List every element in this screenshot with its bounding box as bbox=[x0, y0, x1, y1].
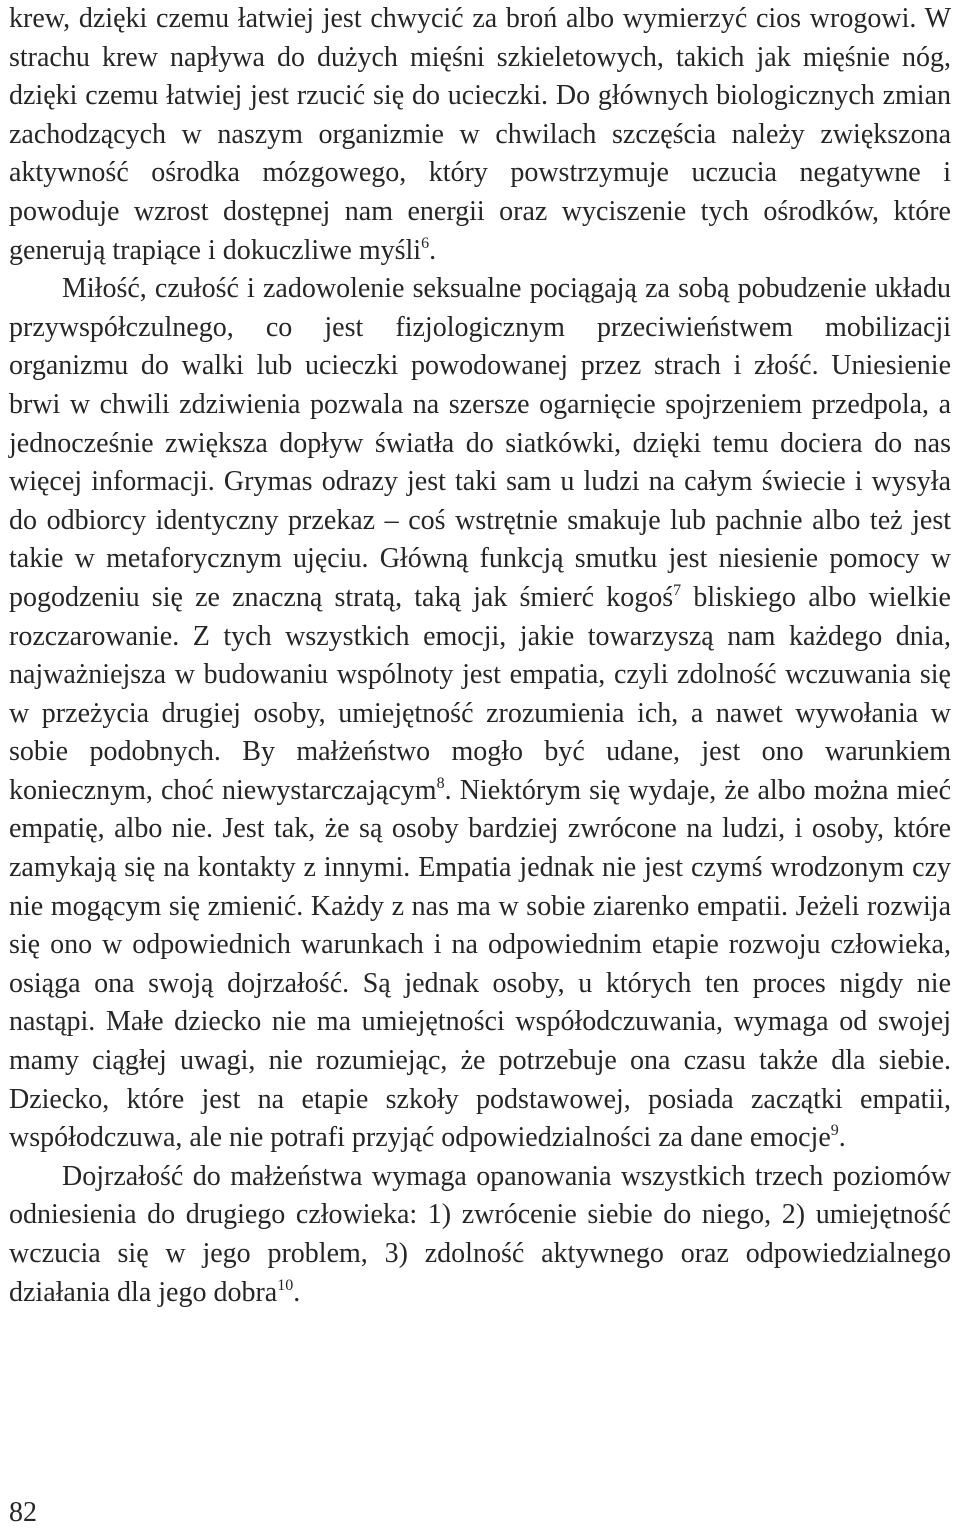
paragraph-text: Miłość, czułość i zadowolenie seksualne pociągają za sobą pobudzenie układu przywspółczulnego, co jest fizjologicznym przeciwieństwem mobilizacji organizmu do walki lub ucieczki powodowanej przez strach i złość. Uniesienie brwi w chwili zdziwienia pozwala na szersze ogarnięcie spojrzeniem przedpola, a jednocześnie zwiększa dopływ światła do siatkówki, dzięki temu dociera do nas więcej informacji. Grymas odrazy jest taki sam u ludzi na całym świecie i wysyła do odbiorcy identyczny przekaz – coś wstrętnie smakuje lub pachnie albo też jest takie w metaforycznym ujęciu. Główną funkcją smutku jest niesienie pomocy w pogodzeniu się ze znaczną stratą, taką jak śmierć kogoś bbox=[9, 273, 951, 613]
paragraph-2 bbox=[9, 270, 951, 1158]
page-number: 82 bbox=[9, 1497, 37, 1528]
paragraph-text: bliskiego albo wielkie rozczarowanie. Z tych wszystkich emocji, jakie towarzyszą nam każdego dnia, najważniejsza w budowaniu wspólnoty jest empatia, czyli zdolność wczuwania się w przeżycia drugiej osoby, umiejętność zrozumienia ich, a nawet wywołania w sobie podobnych. By małżeństwo mogło być udane, jest ono warunkiem koniecznym, choć niewystarczającym bbox=[9, 581, 951, 806]
footnote-ref-8[interactable]: 8 bbox=[436, 774, 445, 792]
paragraph-text: krew, dzięki czemu łatwiej jest chwycić za broń albo wymierzyć cios wrogowi. W strachu krew napływa do dużych mięśni szkieletowych, takich jak mięśnie nóg, dzięki czemu łatwiej jest rzucić się do ucieczki. Do głównych biologicznych zmian zachodzących w naszym organizmie w chwilach szczęścia należy zwiększona aktywność ośrodka mózgowego, który powstrzymuje uczucia negatywne i powoduje wzrost dostępnej nam energii oraz wyciszenie tych ośrodków, które generują trapiące i dokuczliwe myśli bbox=[9, 3, 951, 266]
paragraph-3 bbox=[9, 1158, 951, 1312]
paragraph-text: . bbox=[429, 234, 437, 266]
paragraph-text: . bbox=[838, 1122, 846, 1154]
paragraph-1 bbox=[9, 0, 951, 270]
footnote-ref-7[interactable]: 7 bbox=[673, 581, 682, 599]
paragraph-text: Dojrzałość do małżeństwa wymaga opanowania wszystkich trzech poziomów odniesienia do drugiego człowieka: 1) zwrócenie siebie do niego, 2) umiejętność wczucia się w jego problem, 3) zdolność aktywnego oraz odpowiedzialnego działania dla jego dobra bbox=[9, 1160, 951, 1308]
paragraph-text: . bbox=[293, 1276, 301, 1308]
paragraph-text: . Niektórym się wydaje, że albo można mieć empatię, albo nie. Jest tak, że są osoby bardziej zwrócone na ludzi, i osoby, które zamykają się na kontakty z innymi. Empatia jednak nie jest czymś wrodzonym czy nie mogącym się zmienić. Każdy z nas ma w sobie ziarenko empatii. Jeżeli rozwija się ono w odpowiednich warunkach i na odpowiednim etapie rozwoju człowieka, osiąga ona swoją dojrzałość. Są jednak osoby, u których ten proces nigdy nie nastąpi. Małe dziecko nie ma umiejętności współodczuwania, wymaga od swojej mamy ciągłej uwagi, nie rozumiejąc, że potrzebuje ona czasu także dla siebie. Dziecko, które jest na etapie szkoły podstawowej, posiada zaczątki empatii, współodczuwa, ale nie potrafi przyjąć odpowiedzialności za dane emocje bbox=[9, 774, 952, 1154]
page-body bbox=[9, 0, 951, 1312]
footnote-ref-6[interactable]: 6 bbox=[421, 234, 430, 252]
footnote-ref-10[interactable]: 10 bbox=[277, 1276, 294, 1294]
footnote-ref-9[interactable]: 9 bbox=[830, 1122, 839, 1140]
